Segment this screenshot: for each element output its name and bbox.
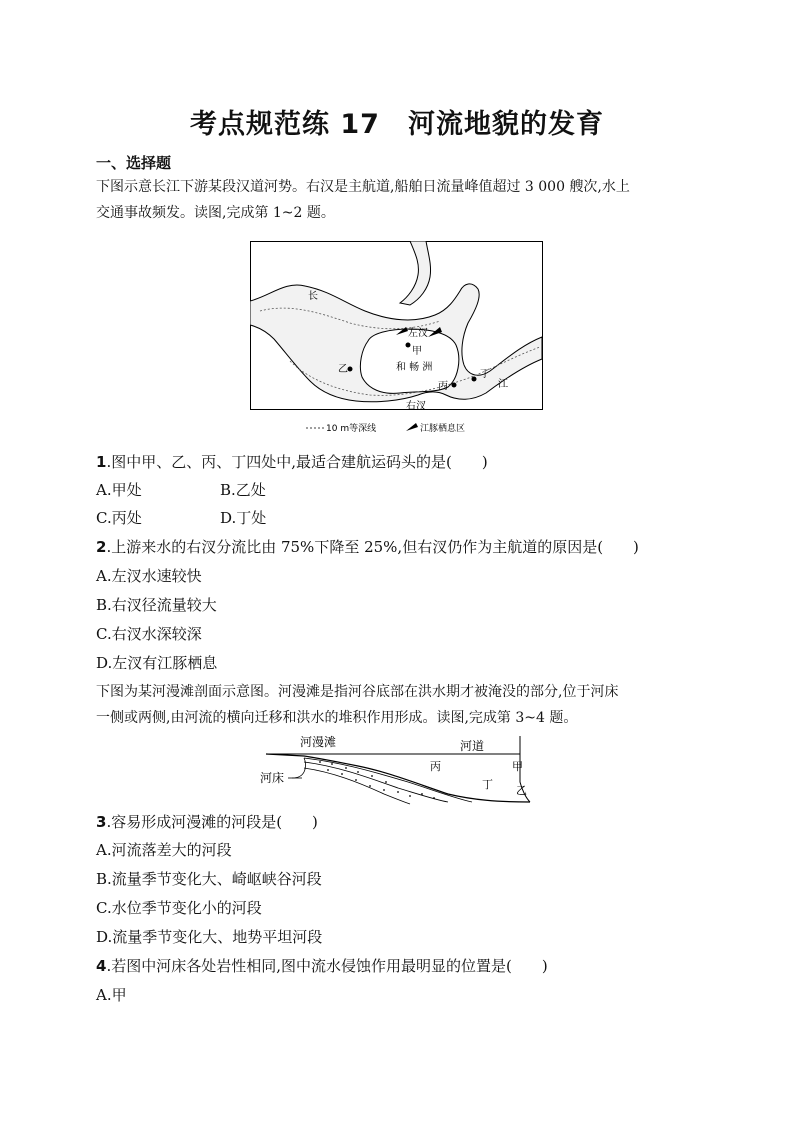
option-c: C.丙处 [96,509,142,527]
intro-line: 下图为某河漫滩剖面示意图。河漫滩是指河谷底部在洪水期才被淹没的部分,位于河床 [96,684,619,700]
question-text: .若图中河床各处岩性相同,图中流水侵蚀作用最明显的位置是( ) [106,957,548,975]
sediment-layer [304,762,448,802]
question-number: 2 [96,538,107,556]
question-2 [96,537,639,557]
question-text: .图中甲、乙、丙、丁四处中,最适合建航运码头的是( ) [106,453,488,471]
page-title: 考点规范练 17 河流地貌的发育 [190,109,604,140]
floodplain-profile-figure [258,732,538,810]
section-heading: 一、选择题 [96,154,172,172]
intro-line: 交通事故频发。读图,完成第 1~2 题。 [96,205,335,221]
label-jiang: 江 [498,379,508,390]
question-text: .容易形成河漫滩的河段是( ) [106,813,318,831]
label-jia: 甲 [512,760,523,773]
question-3 [96,812,318,832]
option-b: B.乙处 [220,481,266,499]
intro-paragraph-2 [96,679,702,731]
label-zuocha: 左汊 [408,328,428,339]
label-channel: 河道 [460,739,485,753]
question-number: 1 [96,453,107,471]
label-riverbed: 河床 [260,771,285,785]
point-bing [452,383,457,388]
question-1 [96,452,488,472]
intro-line: 下图示意长江下游某段汉道河势。右汉是主航道,船舶日流量峰值超过 3 000 艘次,水上 [96,179,630,195]
floodplain-profile [258,732,538,806]
question-number: 3 [96,813,107,831]
label-bing: 丙 [438,381,448,392]
legend-contour: 10 m等深线 [326,424,377,434]
label-yi: 乙 [338,364,348,375]
option-d: D.流量季节变化大、地势平坦河段 [96,928,323,946]
river-map-figure [250,241,544,443]
point-jia [406,343,411,348]
label-chang: 长 [308,291,318,302]
point-ding [472,377,477,382]
intro-line: 一侧或两侧,由河流的横向迁移和洪水的堆积作用形成。读图,完成第 3~4 题。 [96,710,578,726]
label-ding: 丁 [480,369,490,380]
question-4 [96,956,548,976]
option-d: D.左汊有江豚栖息 [96,654,218,672]
option-b: B.右汊径流量较大 [96,596,217,614]
option-a: A.甲处 [96,481,142,499]
label-bing: 丙 [430,760,441,773]
label-jia: 甲 [412,346,422,357]
label-island: 和 畅 洲 [396,362,433,373]
question-text: .上游来水的右汊分流比由 75%下降至 25%,但右汊仍作为主航道的原因是( ) [106,538,639,556]
option-c: C.水位季节变化小的河段 [96,899,262,917]
sediment-layer [292,758,306,778]
label-ding: 丁 [482,778,493,791]
label-floodplain: 河漫滩 [300,735,337,749]
intro-paragraph-1 [96,174,702,226]
question-number: 4 [96,957,107,975]
option-a: A.河流落差大的河段 [96,841,232,859]
option-d: D.丁处 [220,509,267,527]
river-map [250,241,544,439]
legend-dolphin: 江豚栖息区 [420,424,466,434]
option-a: A.左汊水速较快 [96,567,202,585]
sediment-layer [304,768,410,804]
legend-dolphin-symbol [406,423,418,431]
point-yi [348,367,353,372]
label-yi: 乙 [516,784,527,797]
option-a: A.甲 [96,986,127,1004]
option-c: C.右汊水深较深 [96,625,202,643]
label-youcha: 右汊 [406,401,426,412]
sediment-dots [319,761,435,799]
option-b: B.流量季节变化大、崎岖峡谷河段 [96,870,322,888]
